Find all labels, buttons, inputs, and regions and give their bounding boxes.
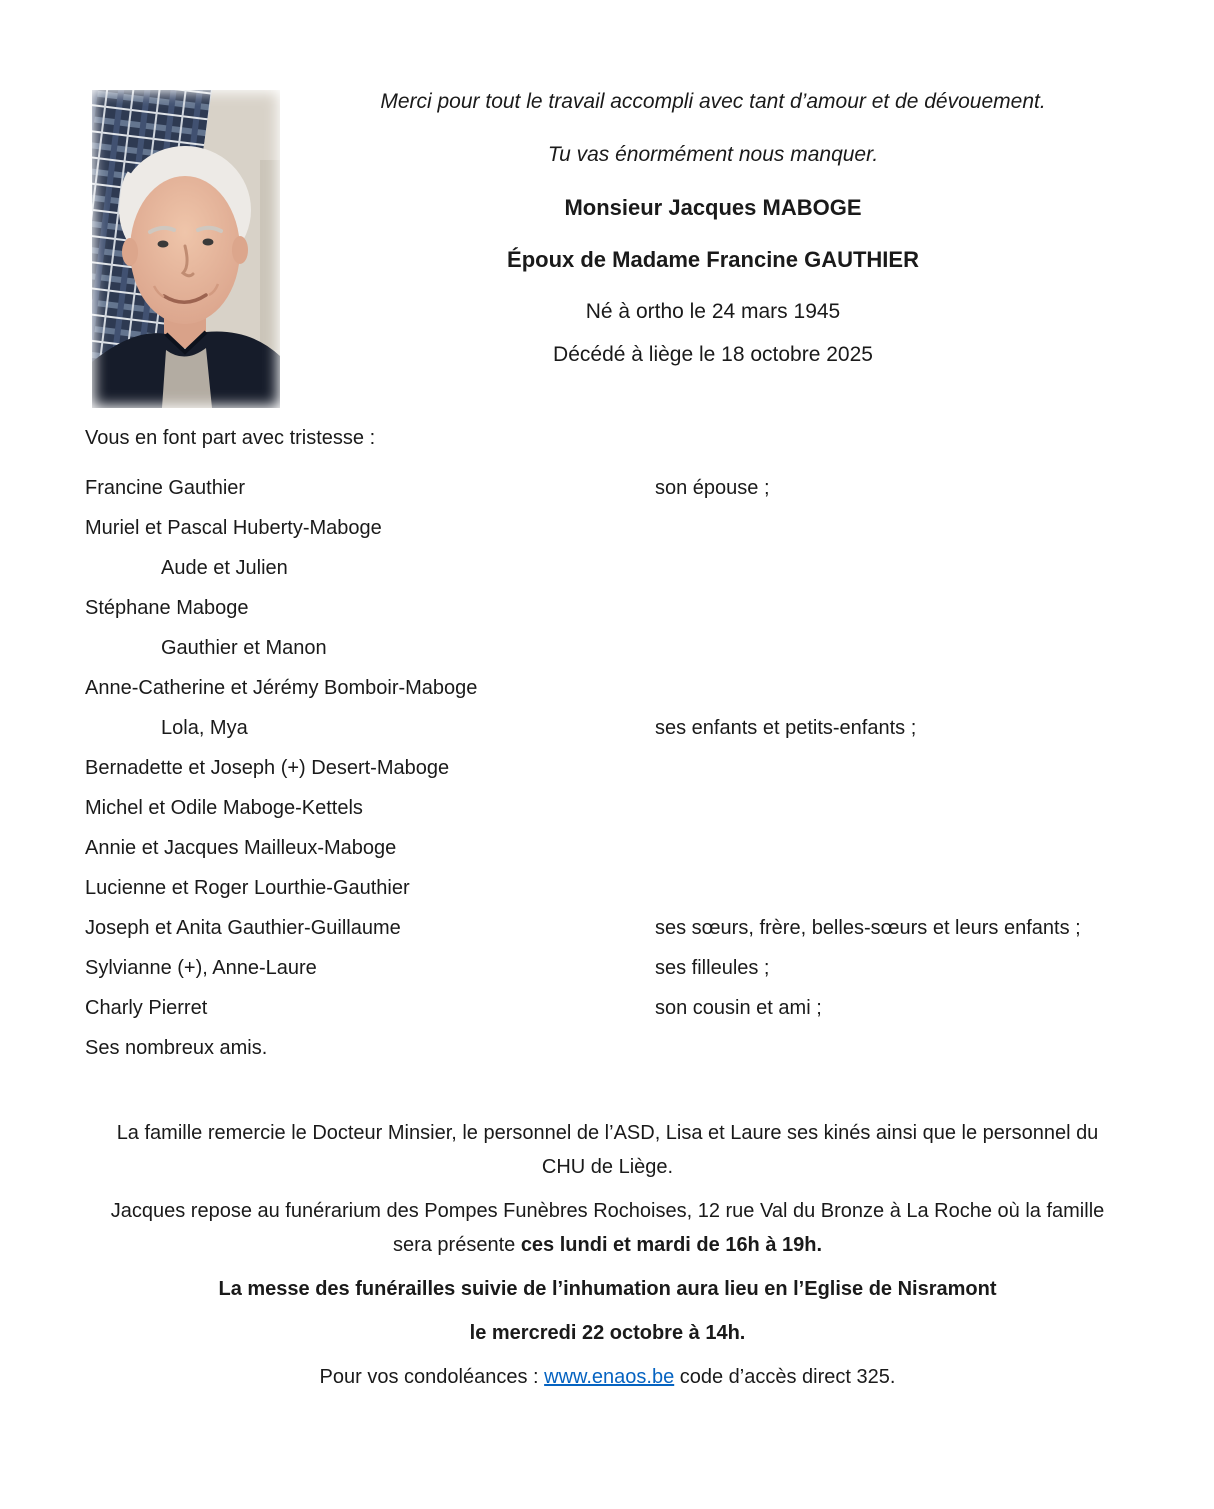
portrait-illustration	[92, 90, 280, 408]
family-row	[85, 836, 1134, 860]
family-member-name: Ses nombreux amis.	[85, 1037, 268, 1059]
condolences-prefix: Pour vos condoléances :	[319, 1366, 545, 1388]
family-row	[85, 996, 1134, 1020]
family-relation-label: son cousin et ami ;	[655, 997, 822, 1019]
family-row	[85, 716, 1134, 740]
family-row	[85, 636, 1134, 660]
family-member-name: Charly Pierret	[85, 997, 208, 1019]
family-row	[85, 1036, 1134, 1060]
family-relation-label	[655, 756, 1134, 780]
family-relation-label: ses sœurs, frère, belles-sœurs et leurs enfants ;	[655, 917, 1081, 939]
condolences-paragraph	[85, 1360, 1130, 1394]
footer-block	[85, 1116, 1130, 1404]
family-row	[85, 516, 1134, 540]
family-member-name: Gauthier et Manon	[161, 637, 327, 659]
condolences-suffix: code d’accès direct 325.	[674, 1366, 896, 1388]
death-line: Décédé à liège le 18 octobre 2025	[553, 343, 873, 366]
visiting-hours-text: ces lundi et mardi de 16h à 19h.	[520, 1234, 823, 1256]
family-relation-label	[655, 1036, 1134, 1060]
family-row	[85, 596, 1134, 620]
condolences-link[interactable]: www.enaos.be	[544, 1366, 675, 1388]
header-block	[296, 88, 1130, 384]
family-member-name: Bernadette et Joseph (+) Desert-Maboge	[85, 757, 450, 779]
family-member-name: Muriel et Pascal Huberty-Maboge	[85, 517, 382, 539]
spouse-line: Époux de Madame Francine GAUTHIER	[507, 247, 919, 272]
family-relation-label	[655, 876, 1134, 900]
family-row	[85, 556, 1134, 580]
tribute-line-1: Merci pour tout le travail accompli avec tant d’amour et de dévouement.	[380, 90, 1046, 113]
family-row	[85, 476, 1134, 500]
family-member-name: Aude et Julien	[161, 557, 288, 579]
deceased-name: Monsieur Jacques MABOGE	[564, 195, 862, 220]
family-row	[85, 956, 1134, 980]
tribute-line-2: Tu vas énormément nous manquer.	[547, 143, 879, 166]
family-relation-label	[655, 796, 1134, 820]
family-member-name: Francine Gauthier	[85, 477, 246, 499]
family-relation-label	[655, 516, 1134, 540]
funeral-mass-line: La messe des funérailles suivie de l’inhumation aura lieu en l’Eglise de Nisramont	[218, 1278, 997, 1300]
family-row	[85, 876, 1134, 900]
family-member-name: Michel et Odile Maboge-Kettels	[85, 797, 363, 819]
thanks-paragraph: La famille remercie le Docteur Minsier, le personnel de l’ASD, Lisa et Laure ses kinés ainsi que le personnel du CHU de Liège.	[116, 1122, 1099, 1178]
announcement-intro: Vous en font part avec tristesse :	[85, 427, 376, 449]
family-member-name: Annie et Jacques Mailleux-Maboge	[85, 837, 397, 859]
family-relation-label	[655, 556, 1134, 580]
family-member-name: Lucienne et Roger Lourthie-Gauthier	[85, 877, 410, 899]
family-relation-label	[655, 836, 1134, 860]
family-row	[85, 676, 1134, 700]
family-relation-label: son épouse ;	[655, 477, 770, 499]
family-member-name: Joseph et Anita Gauthier-Guillaume	[85, 917, 401, 939]
family-row	[85, 796, 1134, 820]
family-relation-label: ses filleules ;	[655, 957, 770, 979]
family-relation-label	[655, 636, 1134, 660]
funeral-date-line: le mercredi 22 octobre à 14h.	[469, 1322, 746, 1344]
family-member-name: Lola, Mya	[161, 717, 248, 739]
family-member-name: Sylvianne (+), Anne-Laure	[85, 957, 317, 979]
family-relation-label	[655, 676, 1134, 700]
repose-paragraph	[108, 1194, 1108, 1262]
family-list	[85, 476, 1134, 1076]
family-member-name: Anne-Catherine et Jérémy Bomboir-Maboge	[85, 677, 478, 699]
family-row	[85, 916, 1134, 940]
family-row	[85, 756, 1134, 780]
deceased-portrait-photo	[92, 90, 280, 408]
family-relation-label	[655, 596, 1134, 620]
repose-text: Jacques repose au funérarium des Pompes Funèbres Rochoises, 12 rue Val du Bronze à La Roche où la famille sera présente	[110, 1200, 1105, 1256]
birth-line: Né à ortho le 24 mars 1945	[585, 300, 841, 323]
family-member-name: Stéphane Maboge	[85, 597, 249, 619]
family-relation-label: ses enfants et petits-enfants ;	[655, 717, 917, 739]
